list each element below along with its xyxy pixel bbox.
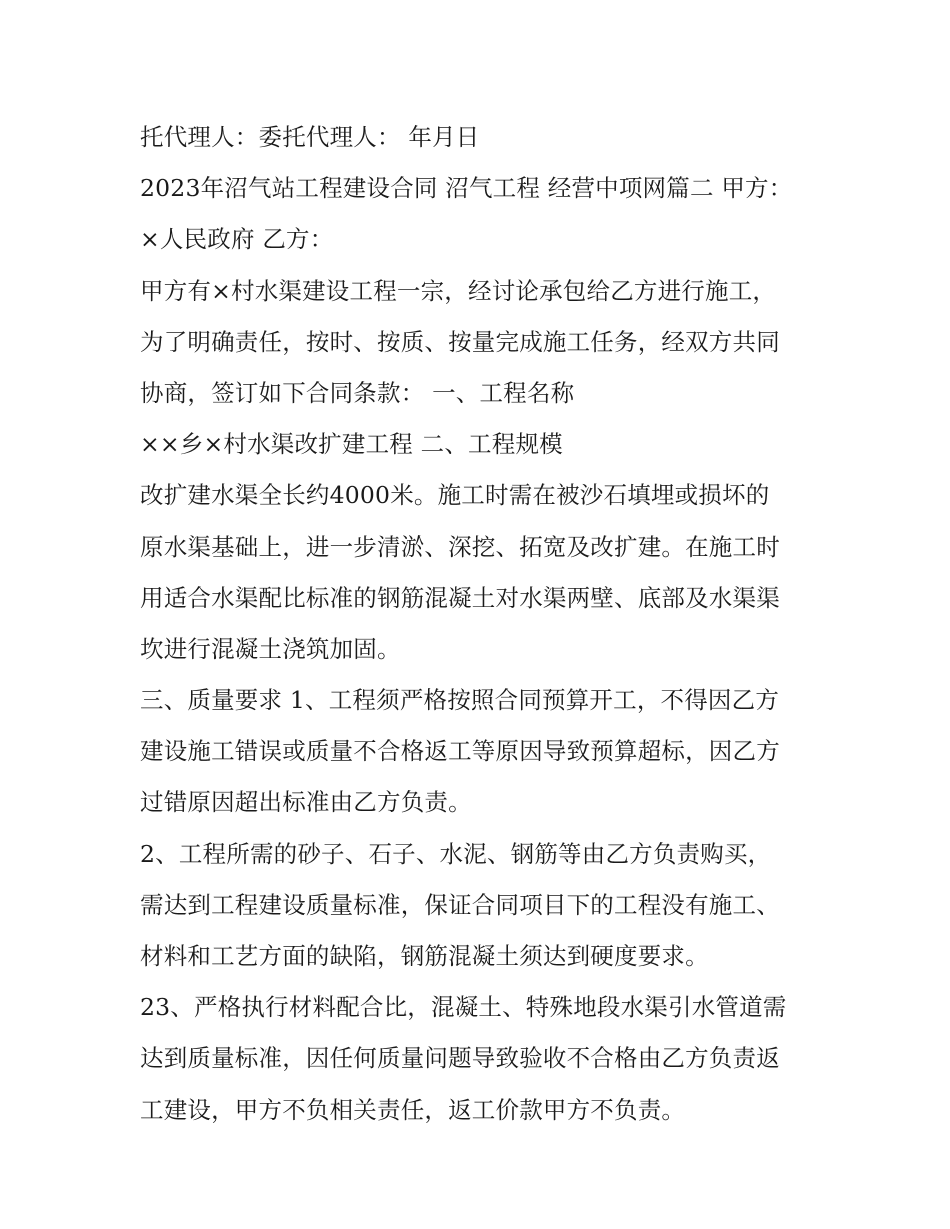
text-line: ××乡×村水渠改扩建工程 二、工程规模 — [140, 430, 563, 459]
text-line: 甲方有×村水渠建设工程一宗，经讨论承包给乙方进行施工， — [140, 276, 777, 305]
text-line: 工建设，甲方不负相关责任，返工价款甲方不负责。 — [140, 1095, 686, 1124]
text-line: 达到质量标准，因任何质量问题导致验收不合格由乙方负责返 — [140, 1044, 780, 1073]
text-line: 建设施工错误或质量不合格返工等原因导致预算超标，因乙方 — [140, 737, 780, 766]
text-line: 三、质量要求 1、工程须严格按照合同预算开工，不得因乙方 — [140, 686, 780, 715]
text-line: 2023年沼气站工程建设合同 沼气工程 经营中项网篇二 甲方： — [140, 174, 793, 203]
text-line: 23、严格执行材料配合比，混凝土、特殊地段水渠引水管道需 — [140, 993, 787, 1022]
text-line: 需达到工程建设质量标准，保证合同项目下的工程没有施工、 — [140, 890, 780, 919]
document-body — [140, 112, 820, 1136]
text-line: 材料和工艺方面的缺陷，钢筋混凝土须达到硬度要求。 — [140, 942, 709, 970]
text-line: 协商，签订如下合同条款： 一、工程名称 — [140, 378, 575, 407]
text-line: 改扩建水渠全长约4000米。施工时需在被沙石填埋或损坏的 — [140, 481, 770, 510]
text-line: 托代理人：委托代理人： 年月日 — [140, 123, 480, 151]
text-line: 2、工程所需的砂子、石子、水泥、钢筋等由乙方负责购买， — [140, 839, 772, 868]
text-line: ×人民政府 乙方： — [140, 225, 334, 254]
text-line: 为了明确责任，按时、按质、按量完成施工任务，经双方共同 — [140, 327, 780, 356]
text-line: 坎进行混凝土浇筑加固。 — [140, 634, 401, 663]
text-line: 过错原因超出标准由乙方负责。 — [140, 788, 472, 817]
text-line: 原水渠基础上，进一步清淤、深挖、拓宽及改扩建。在施工时 — [140, 532, 780, 561]
text-line: 用适合水渠配比标准的钢筋混凝土对水渠两壁、底部及水渠渠 — [140, 583, 780, 612]
